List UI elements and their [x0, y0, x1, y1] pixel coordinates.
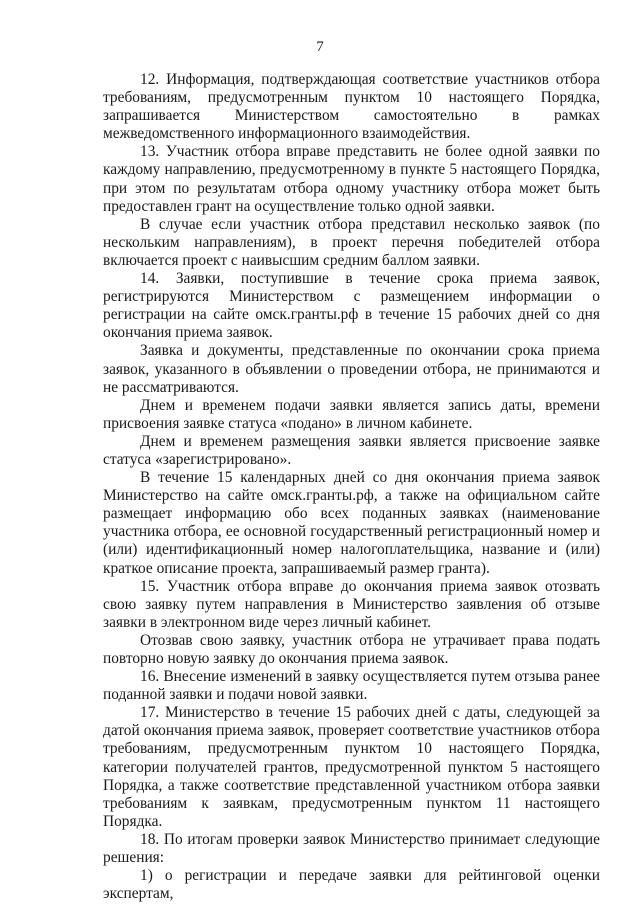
paragraph-15: 15. Участник отбора вправе до окончания приема заявок отозвать свою заявку путем направления в Министерство заявления об отзыве заявки в электронном виде через личный кабинет. [103, 577, 600, 631]
paragraph-13-multiple-applications: В случае если участник отбора представил несколько заявок (по нескольким направлениям), в проект перечня победителей отбора включается проект с наивысшим средним баллом заявки. [103, 215, 600, 269]
paragraph-16: 16. Внесение изменений в заявку осуществляется путем отзыва ранее поданной заявки и подачи новой заявки. [103, 668, 600, 704]
paragraph-14-late-applications: Заявка и документы, представленные по окончании срока приема заявок, указанного в объявлении о проведении отбора, не принимаются и не рассматриваются. [103, 342, 600, 396]
paragraph-14-registration-time: Днем и временем размещения заявки является присвоение заявке статуса «зарегистрировано». [103, 432, 600, 468]
page-number: 7 [316, 39, 324, 55]
paragraph-12: 12. Информация, подтверждающая соответствие участников отбора требованиям, предусмотренным пунктом 10 настоящего Порядка, запрашивается Министерством самостоятельно в рамках межведомственного информационного взаимодействия. [103, 71, 600, 143]
paragraph-13: 13. Участник отбора вправе представить не более одной заявки по каждому направлению, предусмотренному в пункте 5 настоящего Порядка, при этом по результатам отбора одному участнику отбора может быть предоставлен грант на осуществление только одной заявки. [103, 143, 600, 215]
paragraph-14-submission-time: Днем и временем подачи заявки является запись даты, времени присвоения заявке статуса «подано» в личном кабинете. [103, 396, 600, 432]
paragraph-14-publication: В течение 15 календарных дней со дня окончания приема заявок Министерство на сайте омск.гранты.рф, а также на официальном сайте размещает информацию обо всех поданных заявках (наименование участника отбора, ее основной государственный регистрационный номер и (или) идентификационный номер налогоплательщика, название и (или) краткое описание проекта, запрашиваемый размер гранта). [103, 469, 600, 577]
paragraph-17: 17. Министерство в течение 15 рабочих дней с даты, следующей за датой окончания приема заявок, проверяет соответствие участников отбора требованиям, предусмотренным пунктом 10 настоящего Порядка, категории получателей грантов, предусмотренной пунктом 5 настоящего Порядка, а также соответствие представленной участником отбора заявки требованиям к заявкам, предусмотренным пунктом 11 настоящего Порядка. [103, 704, 600, 830]
paragraph-18-item-1: 1) о регистрации и передаче заявки для рейтинговой оценки экспертам, [103, 867, 600, 903]
document-body [103, 71, 600, 903]
paragraph-14: 14. Заявки, поступившие в течение срока приема заявок, регистрируются Министерством с размещением информации о регистрации на сайте омск.гранты.рф в течение 15 рабочих дней со дня окончания приема заявок. [103, 270, 600, 342]
paragraph-15-resubmission: Отозвав свою заявку, участник отбора не утрачивает права подать повторно новую заявку до окончания приема заявок. [103, 631, 600, 667]
paragraph-18: 18. По итогам проверки заявок Министерство принимает следующие решения: [103, 830, 600, 867]
